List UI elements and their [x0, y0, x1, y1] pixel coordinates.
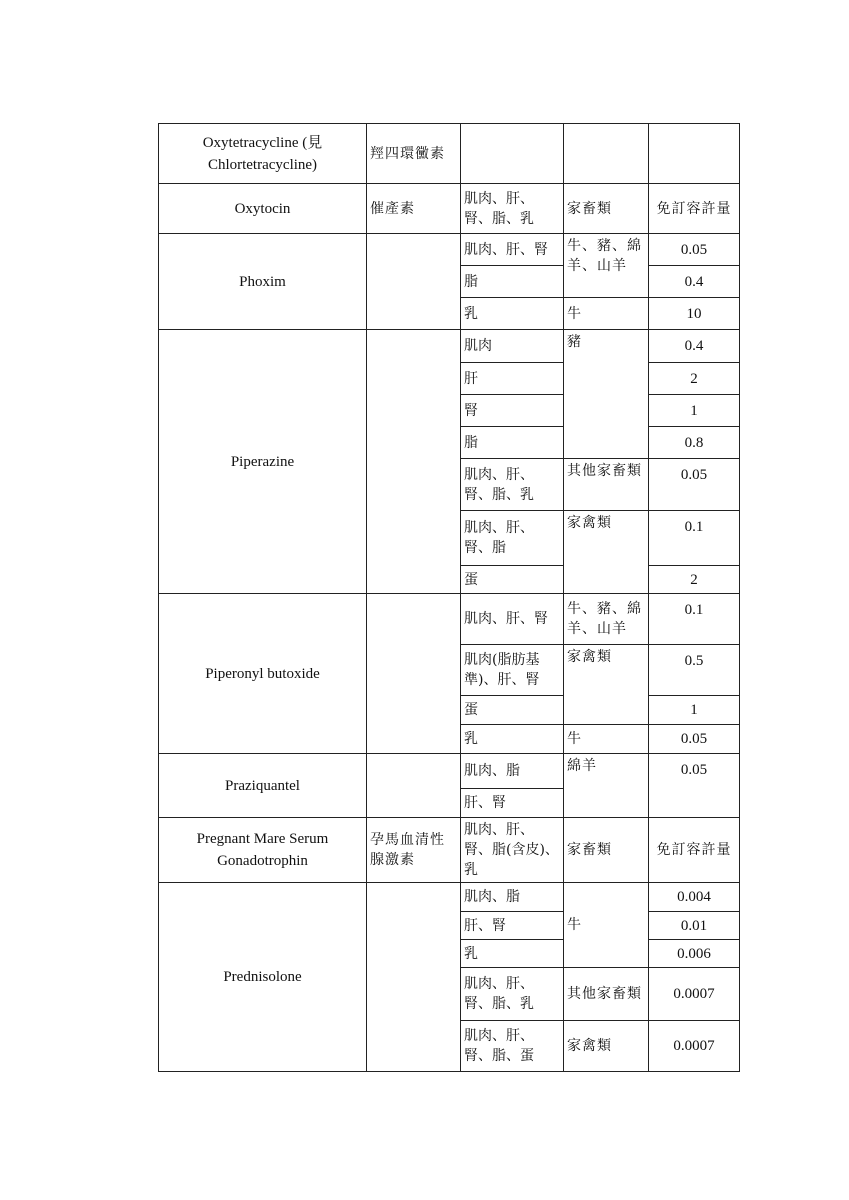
table-row [159, 754, 740, 789]
species-cell: 家禽類 [564, 1021, 649, 1072]
tissue-cell: 肌肉、肝、腎、脂、乳 [461, 968, 564, 1021]
drug-name-cell: Phoxim [159, 234, 367, 330]
chinese-name-cell: 羥四環黴素 [367, 124, 461, 184]
drug-name-cell: Praziquantel [159, 754, 367, 818]
limit-cell: 2 [649, 566, 740, 594]
tissue-cell: 腎 [461, 395, 564, 427]
tissue-cell: 肌肉、肝、腎 [461, 234, 564, 266]
limit-cell: 2 [649, 363, 740, 395]
tissue-cell: 肌肉、肝、腎、脂(含皮)、乳 [461, 818, 564, 883]
limit-cell: 0.004 [649, 883, 740, 912]
limit-cell: 免訂容許量 [649, 818, 740, 883]
drug-name-cell: Piperonyl butoxide [159, 594, 367, 754]
limit-cell: 0.1 [649, 594, 740, 645]
tissue-cell: 脂 [461, 266, 564, 298]
limit-cell: 0.5 [649, 645, 740, 696]
tissue-cell: 蛋 [461, 696, 564, 725]
tissue-cell: 肌肉 [461, 330, 564, 363]
tissue-cell: 乳 [461, 298, 564, 330]
limit-cell: 0.05 [649, 459, 740, 511]
species-cell: 家禽類 [564, 511, 649, 594]
table-row [159, 330, 740, 363]
species-cell: 綿羊 [564, 754, 649, 818]
species-cell: 其他家畜類 [564, 968, 649, 1021]
limit-cell: 10 [649, 298, 740, 330]
limit-cell: 0.01 [649, 912, 740, 940]
limit-cell: 0.006 [649, 940, 740, 968]
limit-cell: 0.1 [649, 511, 740, 566]
tissue-cell: 肌肉、脂 [461, 883, 564, 912]
limit-cell: 0.8 [649, 427, 740, 459]
species-cell: 牛、豬、綿羊、山羊 [564, 234, 649, 298]
table-row [159, 883, 740, 912]
drug-name-cell: Pregnant Mare Serum Gonadotrophin [159, 818, 367, 883]
limit-cell: 0.05 [649, 754, 740, 818]
table-row [159, 818, 740, 883]
tissue-cell: 肝 [461, 363, 564, 395]
table-row [159, 234, 740, 266]
species-cell: 牛、豬、綿羊、山羊 [564, 594, 649, 645]
tissue-cell: 脂 [461, 427, 564, 459]
chinese-name-cell [367, 754, 461, 818]
chinese-name-cell [367, 594, 461, 754]
tissue-cell: 蛋 [461, 566, 564, 594]
drug-name-cell: Prednisolone [159, 883, 367, 1072]
limit-cell: 0.05 [649, 725, 740, 754]
species-cell: 家禽類 [564, 645, 649, 725]
table-row [159, 594, 740, 645]
tissue-cell: 肌肉、肝、腎、脂、乳 [461, 184, 564, 234]
tissue-cell: 乳 [461, 725, 564, 754]
tissue-cell: 肌肉、脂 [461, 754, 564, 789]
limit-cell: 1 [649, 395, 740, 427]
species-cell: 家畜類 [564, 184, 649, 234]
drug-name-cell: Piperazine [159, 330, 367, 594]
table-row [159, 124, 740, 184]
species-cell: 牛 [564, 725, 649, 754]
limit-cell: 0.4 [649, 266, 740, 298]
tissue-cell: 肌肉、肝、腎、脂、乳 [461, 459, 564, 511]
tissue-cell [461, 124, 564, 184]
table-row [159, 184, 740, 234]
chinese-name-cell [367, 330, 461, 594]
limit-cell: 0.4 [649, 330, 740, 363]
drug-name-cell: Oxytetracycline (見 Chlortetracycline) [159, 124, 367, 184]
species-cell: 其他家畜類 [564, 459, 649, 511]
chinese-name-cell: 孕馬血清性腺激素 [367, 818, 461, 883]
limit-cell: 0.05 [649, 234, 740, 266]
tissue-cell: 肌肉(脂肪基準)、肝、腎 [461, 645, 564, 696]
chinese-name-cell [367, 234, 461, 330]
limit-cell: 免訂容許量 [649, 184, 740, 234]
drug-name-cell: Oxytocin [159, 184, 367, 234]
tissue-cell: 肌肉、肝、腎、脂、蛋 [461, 1021, 564, 1072]
species-cell: 豬 [564, 330, 649, 459]
tissue-cell: 肌肉、肝、腎、脂 [461, 511, 564, 566]
residue-limits-table [158, 123, 740, 1072]
species-cell: 家畜類 [564, 818, 649, 883]
species-cell: 牛 [564, 883, 649, 968]
tissue-cell: 乳 [461, 940, 564, 968]
species-cell: 牛 [564, 298, 649, 330]
limit-cell: 0.0007 [649, 1021, 740, 1072]
tissue-cell: 肌肉、肝、腎 [461, 594, 564, 645]
chinese-name-cell [367, 883, 461, 1072]
chinese-name-cell: 催產素 [367, 184, 461, 234]
species-cell [564, 124, 649, 184]
limit-cell [649, 124, 740, 184]
tissue-cell: 肝、腎 [461, 912, 564, 940]
tissue-cell: 肝、腎 [461, 789, 564, 818]
limit-cell: 1 [649, 696, 740, 725]
limit-cell: 0.0007 [649, 968, 740, 1021]
